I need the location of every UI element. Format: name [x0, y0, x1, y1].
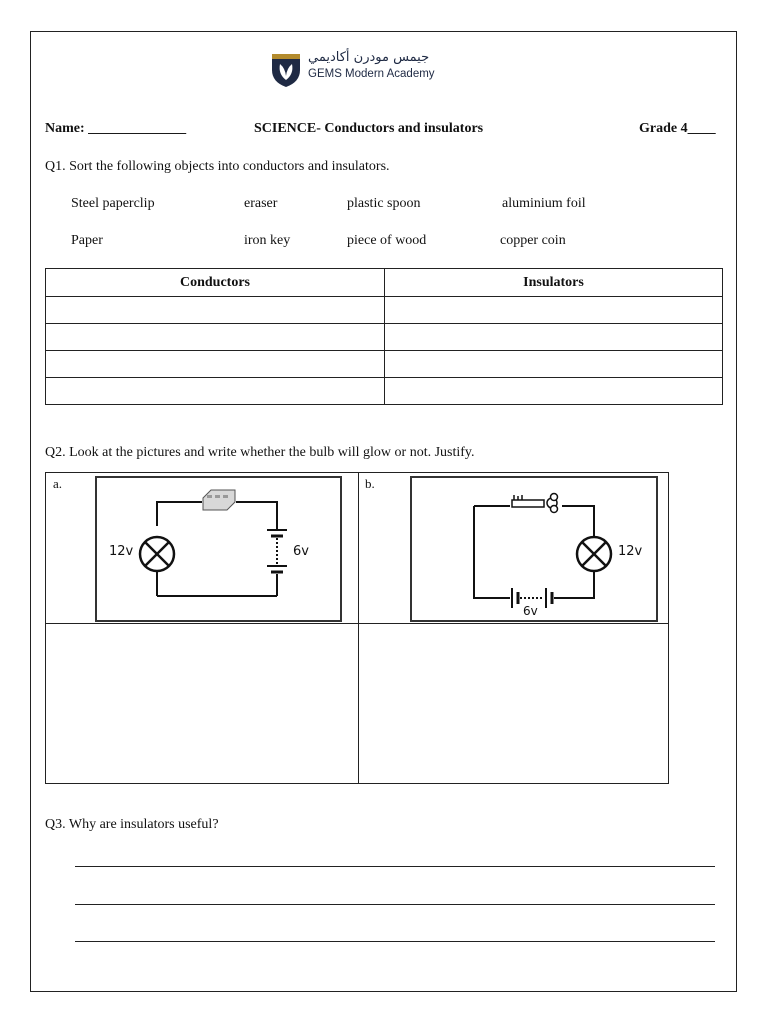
q1-question: Q1. Sort the following objects into conductors and insulators.: [45, 159, 390, 174]
circuit-a-label: a.: [53, 476, 63, 491]
q3-question: Q3. Why are insulators useful?: [45, 817, 219, 832]
insulator-cell[interactable]: [385, 378, 723, 405]
object-item: Steel paperclip: [71, 196, 155, 211]
object-item: piece of wood: [347, 233, 427, 248]
insulator-cell[interactable]: [385, 351, 723, 378]
eraser-block-icon: [201, 486, 237, 514]
object-item: copper coin: [500, 233, 566, 248]
answer-line[interactable]: [75, 904, 715, 905]
battery-voltage-label: 6v: [293, 544, 309, 559]
insulator-cell[interactable]: [385, 297, 723, 324]
object-item: eraser: [244, 196, 278, 211]
insulator-cell[interactable]: [385, 324, 723, 351]
answer-line[interactable]: [75, 866, 715, 867]
object-item: Paper: [71, 233, 103, 248]
answer-box-b[interactable]: [359, 624, 669, 784]
object-item: iron key: [244, 233, 291, 248]
conductor-cell[interactable]: [46, 324, 385, 351]
circuit-b-diagram: [410, 476, 658, 622]
answer-box-a[interactable]: [46, 624, 358, 784]
table-row: [46, 378, 723, 405]
battery-voltage-label: 6v: [523, 604, 538, 618]
circuit-b-label: b.: [365, 476, 375, 491]
circuit-a-diagram: [95, 476, 342, 622]
table-row: [46, 324, 723, 351]
school-logo: [270, 50, 470, 90]
bulb-icon: [574, 534, 614, 574]
table-row: [46, 297, 723, 324]
worksheet-title: SCIENCE- Conductors and insulators: [254, 121, 484, 136]
conductors-header: Conductors: [46, 269, 385, 297]
answer-line[interactable]: [75, 941, 715, 942]
conductor-cell[interactable]: [46, 378, 385, 405]
sorting-table: [45, 268, 723, 405]
crest-icon: [270, 50, 302, 88]
conductor-cell[interactable]: [46, 351, 385, 378]
insulators-header: Insulators: [385, 269, 723, 297]
logo-arabic-text: جيمس مودرن أكاديمي: [308, 50, 430, 65]
conductor-cell[interactable]: [46, 297, 385, 324]
bulb-voltage-label: 12v: [109, 544, 134, 559]
circuit-grid: [45, 472, 669, 784]
q2-question: Q2. Look at the pictures and write whether the bulb will glow or not. Justify.: [45, 445, 475, 460]
table-row: [46, 351, 723, 378]
iron-key-icon: [510, 492, 564, 514]
bulb-icon: [137, 534, 177, 574]
logo-english-text: GEMS Modern Academy: [308, 68, 435, 80]
bulb-voltage-label: 12v: [618, 544, 643, 559]
object-item: aluminium foil: [502, 196, 586, 211]
object-item: plastic spoon: [347, 196, 421, 211]
grade-field-label: Grade 4____: [639, 121, 716, 136]
name-field-label: Name: ______________: [45, 121, 187, 136]
